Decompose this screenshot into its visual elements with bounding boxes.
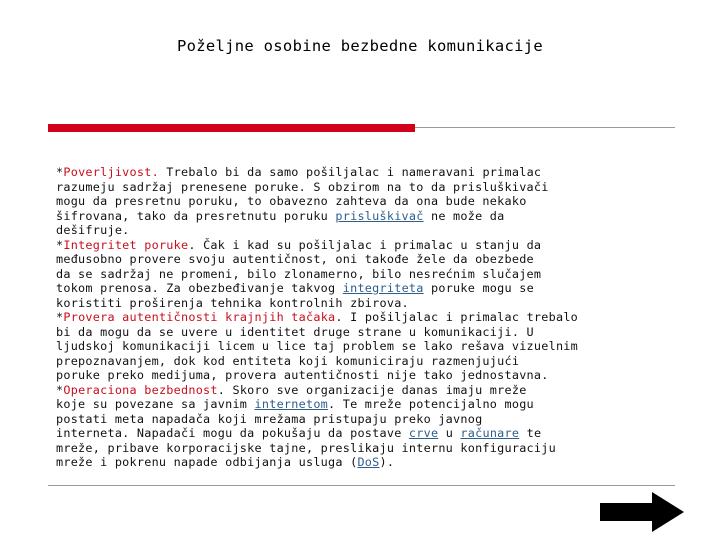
body-line bbox=[56, 325, 546, 340]
body-text: da se sadržaj ne promeni, bilo zlonamerno, bilo nesrećnim slučajem bbox=[56, 266, 542, 281]
body-line bbox=[56, 179, 549, 195]
body-text: ljudskoj komunikaciji licem u lice taj problem se lako rešava vizuelnim bbox=[56, 339, 579, 353]
inline-link[interactable]: DoS bbox=[357, 455, 380, 469]
body-text: u bbox=[438, 426, 461, 440]
body-text: prepoznavanjem, dok kod entiteta koji komuniciraju razmenjujući bbox=[56, 353, 520, 368]
body-text: . Čak i kad su pošiljalac i primalac u stanju da bbox=[188, 237, 542, 252]
body-line bbox=[56, 354, 546, 369]
highlighted-term: Provera autentičnosti krajnjih tačaka bbox=[63, 310, 336, 324]
body-line bbox=[56, 238, 546, 253]
body-line bbox=[56, 281, 546, 296]
slide-body bbox=[56, 165, 579, 470]
body-text: koristiti proširenja tehnika kontrolnih zbirova. bbox=[56, 295, 409, 310]
body-text: šifrovana, tako da presretnutu poruku bbox=[56, 208, 336, 223]
body-line bbox=[56, 252, 546, 267]
body-text: * bbox=[56, 382, 64, 397]
body-text: koje su povezane sa javnim bbox=[56, 397, 255, 411]
body-line bbox=[56, 296, 546, 311]
body-text: . Te mreže potencijalno mogu bbox=[328, 397, 534, 411]
body-text: tokom prenosa. Za obezbeđivanje takvog bbox=[56, 281, 343, 295]
body-text: interneta. Napadači mogu da pokušaju da postave bbox=[56, 426, 409, 440]
body-line bbox=[56, 455, 546, 470]
inline-link[interactable]: internetom bbox=[254, 397, 329, 411]
inline-link[interactable]: integriteta bbox=[342, 281, 424, 295]
body-text: . Skoro sve organizacije danas imaju mreže bbox=[217, 382, 527, 397]
inline-link[interactable]: prisluškivač bbox=[335, 208, 424, 223]
inline-link[interactable]: crve bbox=[408, 426, 439, 440]
body-text: poruke mogu se bbox=[423, 281, 534, 295]
body-line bbox=[56, 267, 546, 282]
body-line bbox=[56, 209, 546, 224]
body-line bbox=[56, 440, 556, 456]
body-text: * bbox=[56, 310, 64, 324]
body-text: mreže, pribave korporacijske tajne, preslikaju internu konfiguraciju bbox=[56, 440, 556, 455]
body-text: te bbox=[519, 426, 542, 440]
highlighted-term: Integritet poruke bbox=[63, 237, 189, 252]
body-text: dešifruje. bbox=[56, 223, 130, 237]
body-text: * bbox=[56, 237, 64, 252]
accent-bar bbox=[48, 124, 415, 132]
body-line bbox=[56, 194, 546, 209]
bottom-divider bbox=[48, 485, 675, 486]
body-line bbox=[56, 165, 546, 180]
body-text: postati meta napadača koji mrežama pristupaju preko javnog bbox=[56, 411, 483, 426]
body-text: . I pošiljalac i primalac trebalo bbox=[335, 310, 579, 324]
body-line bbox=[56, 339, 579, 354]
right-arrow-icon bbox=[598, 491, 686, 533]
body-text: Trebalo bi da samo pošiljalac i nameravani primalac bbox=[158, 165, 542, 179]
body-text: mogu da presretnu poruku, to obavezno zahteva da ona bude nekako bbox=[56, 194, 527, 208]
body-text: međusobno provere svoju autentičnost, oni takođe žele da obezbede bbox=[56, 252, 534, 266]
inline-link[interactable]: računare bbox=[460, 426, 520, 440]
body-line bbox=[56, 223, 546, 238]
body-text: * bbox=[56, 165, 64, 179]
highlighted-term: Poverljivost. bbox=[63, 165, 159, 179]
body-line bbox=[56, 397, 546, 412]
body-line bbox=[56, 412, 546, 427]
body-text: ne može da bbox=[423, 208, 505, 223]
body-line bbox=[56, 383, 546, 398]
body-text: poruke preko medijuma, provera autentičnosti nije tako jednostavna. bbox=[56, 368, 549, 382]
body-line bbox=[56, 310, 579, 325]
body-line bbox=[56, 426, 546, 441]
body-text: bi da mogu da se uvere u identitet druge strane u komunikaciji. U bbox=[56, 324, 534, 339]
next-slide-button[interactable] bbox=[598, 491, 686, 533]
slide-title: Poželjne osobine bezbedne komunikacije bbox=[176, 37, 543, 55]
body-text: ). bbox=[379, 455, 395, 469]
body-text: mreže i pokrenu napade odbijanja usluga ( bbox=[56, 455, 358, 469]
body-line bbox=[56, 368, 549, 383]
body-text: razumeju sadržaj prenesene poruke. S obzirom na to da prisluškivači bbox=[56, 179, 549, 194]
highlighted-term: Operaciona bezbednost bbox=[63, 382, 218, 397]
